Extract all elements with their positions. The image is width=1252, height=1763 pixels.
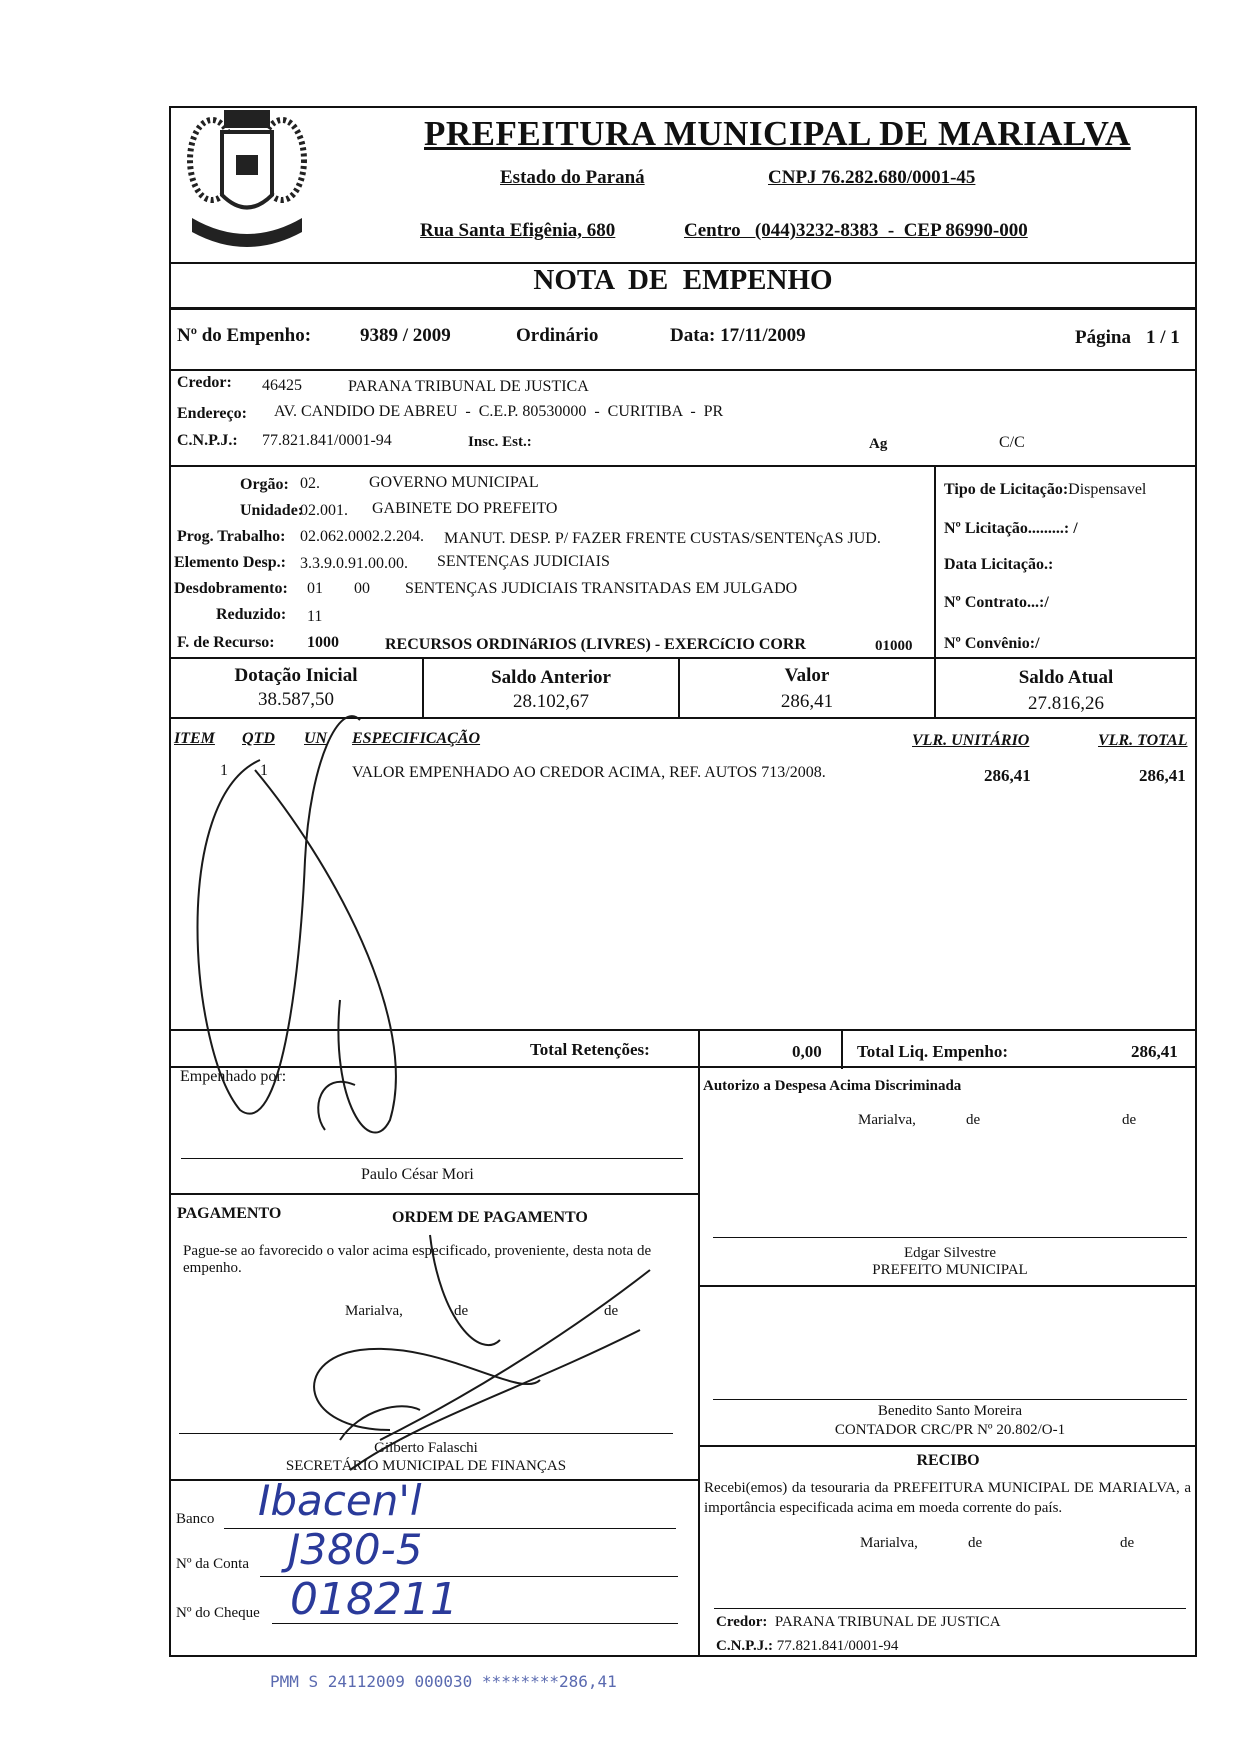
desdobramento-label: Desdobramento: (174, 580, 288, 597)
col-header-item: ITEM (174, 730, 215, 747)
empenho-number: 9389 / 2009 (360, 325, 451, 346)
prefeito-name: Edgar Silvestre (903, 1245, 997, 1261)
autorizo-label: Autorizo a Despesa Acima Discriminada (703, 1078, 962, 1094)
recibo-place: Marialva, (860, 1535, 918, 1551)
elemento-code: 3.3.9.0.91.00.00. (300, 555, 408, 572)
recibo-text: Recebi(emos) da tesouraria da PREFEITURA MUNICIPAL DE MARIALVA, a importância especificada acima em moeda corrente do país. (704, 1480, 1191, 1516)
prog-code: 02.062.0002.2.204. (300, 528, 424, 545)
unidade-code: 02.001. (300, 502, 348, 519)
total-retencoes-value: 0,00 (792, 1042, 822, 1061)
num-convenio: Nº Convênio:/ (944, 635, 1040, 652)
elemento-label: Elemento Desp.: (174, 554, 286, 571)
dotacao-inicial-label: Dotação Inicial (234, 665, 358, 686)
recurso-code: 1000 (307, 634, 339, 651)
col-header-un: UN (304, 730, 328, 747)
page-number: 1 / 1 (1146, 327, 1180, 348)
recibo-cnpj-value: 77.821.841/0001-94 (776, 1638, 899, 1654)
recibo-title: RECIBO (916, 1452, 980, 1469)
col-header-vlr-total: VLR. TOTAL (1098, 732, 1188, 749)
tipo-licitacao-label: Tipo de Licitação: (944, 481, 1069, 498)
banco-value: Ibacen'l (258, 1476, 422, 1525)
credor-label: Credor: (177, 374, 232, 391)
header-address2: Centro (044)3232-8383 - CEP 86990-000 (684, 220, 1028, 241)
autorizo-place: Marialva, (858, 1112, 916, 1128)
recurso-code2: 01000 (875, 638, 913, 654)
desdobramento-code1: 01 (307, 580, 323, 597)
ordem-pagamento-label: ORDEM DE PAGAMENTO (392, 1209, 588, 1226)
header-cnpj: CNPJ 76.282.680/0001-45 (768, 167, 976, 188)
cnpj-label: C.N.P.J.: (177, 432, 238, 449)
prefeito-role: PREFEITO MUNICIPAL (872, 1262, 1028, 1278)
orgao-code: 02. (300, 475, 320, 492)
cc-label: C/C (999, 434, 1025, 451)
address-label: Endereço: (177, 405, 247, 422)
recibo-cnpj-label: C.N.P.J.: (716, 1638, 773, 1654)
row-spec: VALOR EMPENHADO AO CREDOR ACIMA, REF. AUTOS 713/2008. (352, 764, 826, 781)
document-title: NOTA DE EMPENHO (533, 264, 833, 296)
tipo-licitacao-value: Dispensavel (1068, 481, 1147, 498)
recibo-de1: de (968, 1535, 983, 1551)
reduzido-value: 11 (307, 608, 323, 625)
num-contrato: Nº Contrato...:/ (944, 594, 1049, 611)
contador-name: Benedito Santo Moreira (877, 1403, 1023, 1419)
row-total-value: 286,41 (1139, 766, 1186, 785)
header-state: Estado do Paraná (500, 167, 645, 188)
recurso-label: F. de Recurso: (177, 634, 275, 651)
cheque-value: 018211 (290, 1574, 458, 1625)
recurso-name: RECURSOS ORDINáRIOS (LIVRES) - EXERCíCIO CORR (385, 636, 806, 653)
saldo-anterior-value: 28.102,67 (513, 691, 589, 712)
pagamento-text: Pague-se ao favorecido o valor acima especificado, proveniente, desta nota de empenho. (183, 1243, 652, 1276)
autorizo-de2: de (1122, 1112, 1137, 1128)
desdobramento-code2: 00 (354, 580, 370, 597)
saldo-atual-value: 27.816,26 (1028, 693, 1104, 714)
pagamento-de2: de (604, 1303, 619, 1319)
banco-label: Banco (176, 1511, 215, 1527)
secretario-name: Gilberto Falaschi (374, 1440, 478, 1456)
bank-stamp: PMM S 24112009 000030 ********286,41 (270, 1672, 617, 1691)
total-liquido-value: 286,41 (1131, 1042, 1178, 1061)
cheque-label: Nº do Cheque (176, 1605, 260, 1621)
empenho-type: Ordinário (516, 325, 599, 346)
pagamento-label: PAGAMENTO (177, 1205, 282, 1222)
page-label: Página (1075, 327, 1131, 348)
num-licitacao: Nº Licitação.........: / (944, 520, 1078, 537)
prog-name: MANUT. DESP. P/ FAZER FRENTE CUSTAS/SENTENçAS JUD. (444, 530, 881, 547)
unidade-name: GABINETE DO PREFEITO (372, 500, 558, 517)
conta-value: J380-5 (288, 1525, 423, 1574)
pagamento-de1: de (454, 1303, 469, 1319)
row-unit-value: 286,41 (984, 766, 1031, 785)
page-title: PREFEITURA MUNICIPAL DE MARIALVA (424, 114, 1131, 153)
credor-name: PARANA TRIBUNAL DE JUSTICA (348, 378, 589, 395)
recibo-credor-label: Credor: (716, 1614, 768, 1630)
header-address: Rua Santa Efigênia, 680 (420, 220, 616, 241)
empenho-date: Data: 17/11/2009 (670, 325, 806, 346)
row-qtd: 1 (260, 762, 268, 779)
total-retencoes-label: Total Retenções: (530, 1040, 650, 1059)
insc-est-label: Insc. Est.: (468, 434, 532, 450)
elemento-name: SENTENÇAS JUDICIAIS (437, 553, 610, 570)
credor-cnpj: 77.821.841/0001-94 (262, 432, 392, 449)
empenhado-por-name: Paulo César Mori (361, 1166, 474, 1183)
orgao-name: GOVERNO MUNICIPAL (369, 474, 539, 491)
col-header-especificacao: ESPECIFICAÇÃO (352, 730, 481, 747)
saldo-anterior-label: Saldo Anterior (491, 667, 611, 688)
empenho-number-label: Nº do Empenho: (177, 325, 312, 346)
pagamento-place: Marialva, (345, 1303, 403, 1319)
valor-value: 286,41 (780, 691, 834, 712)
orgao-label: Orgão: (240, 476, 289, 493)
valor-label: Valor (784, 665, 830, 686)
recibo-de2: de (1120, 1535, 1135, 1551)
desdobramento-name: SENTENÇAS JUDICIAIS TRANSITADAS EM JULGADO (405, 580, 798, 597)
saldo-atual-label: Saldo Atual (1018, 667, 1114, 688)
secretario-role: SECRETÁRIO MUNICIPAL DE FINANÇAS (285, 1458, 567, 1474)
dotacao-inicial-value: 38.587,50 (258, 689, 334, 710)
contador-role: CONTADOR CRC/PR Nº 20.802/O-1 (834, 1422, 1066, 1438)
data-licitacao: Data Licitação.: (944, 556, 1054, 573)
col-header-qtd: QTD (242, 730, 275, 747)
logo-banner-text: MARIALVA (220, 222, 271, 232)
autorizo-de1: de (966, 1112, 981, 1128)
row-item: 1 (220, 762, 228, 779)
credor-address: AV. CANDIDO DE ABREU - C.E.P. 80530000 - CURITIBA - PR (274, 403, 724, 420)
empenhado-por-label: Empenhado por: (180, 1068, 287, 1085)
recibo-credor-name: PARANA TRIBUNAL DE JUSTICA (774, 1614, 1001, 1630)
ag-label: Ag (869, 436, 888, 452)
col-header-vlr-unitario: VLR. UNITÁRIO (912, 732, 1030, 749)
conta-label: Nº da Conta (176, 1556, 249, 1572)
credor-code: 46425 (262, 377, 302, 394)
total-liquido-label: Total Liq. Empenho: (857, 1042, 1008, 1061)
unidade-label: Unidade: (240, 502, 304, 519)
reduzido-label: Reduzido: (216, 606, 287, 623)
prog-label: Prog. Trabalho: (177, 528, 286, 545)
